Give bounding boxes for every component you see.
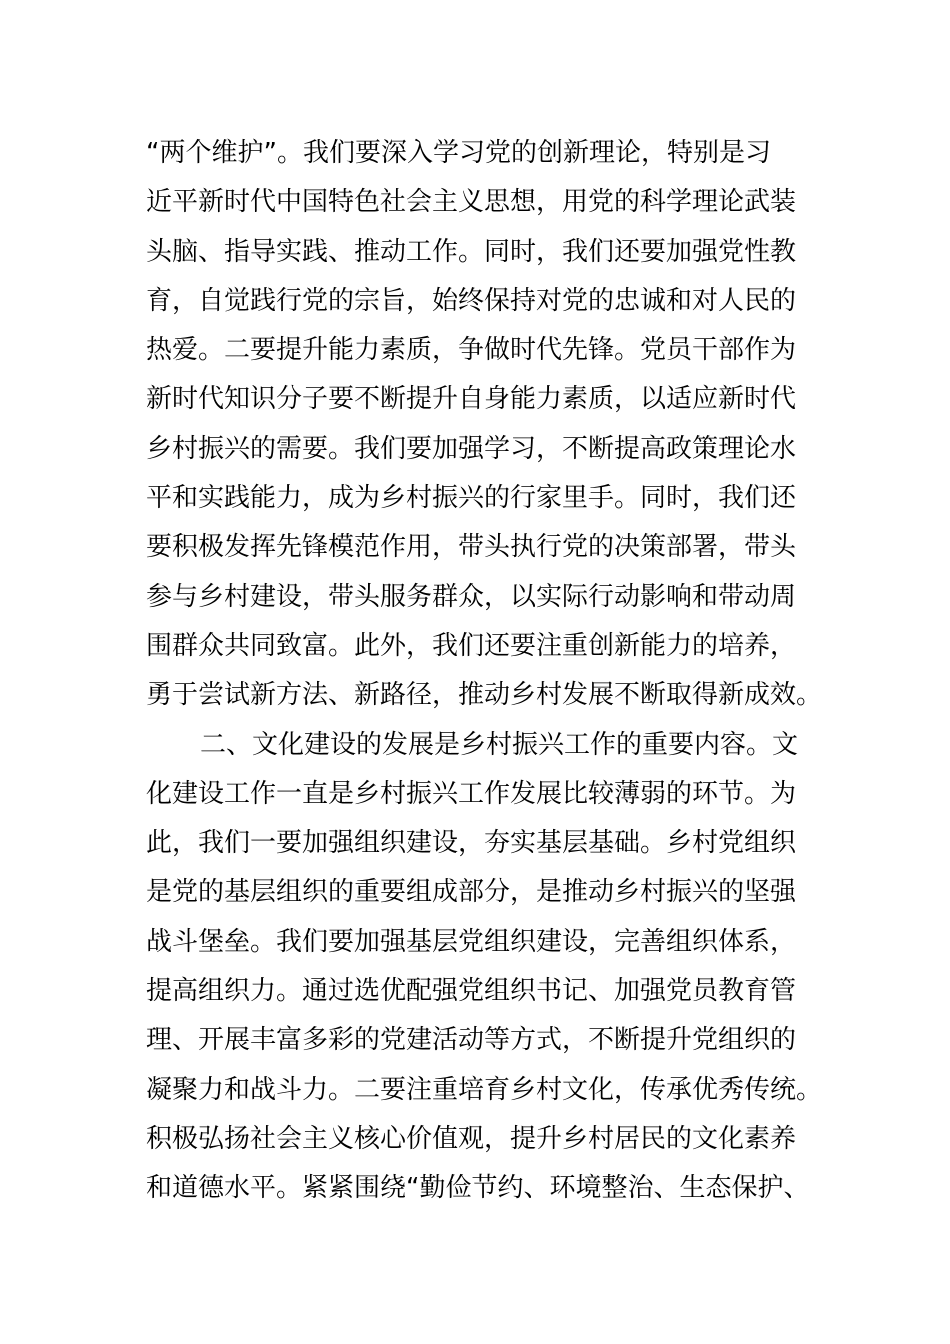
text-line: 围群众共同致富。此外，我们还要注重创新能力的培养， (146, 630, 797, 661)
text-line: 平和实践能力，成为乡村振兴的行家里手。同时，我们还 (146, 483, 797, 514)
body-text (146, 129, 823, 1214)
text-line: 近平新时代中国特色社会主义思想，用党的科学理论武装 (146, 187, 797, 218)
text-line: 头脑、指导实践、推动工作。同时，我们还要加强党性教 (146, 236, 797, 267)
paragraph-start-line: 二、文化建设的发展是乡村振兴工作的重要内容。文 (200, 729, 799, 760)
text-line: 凝聚力和战斗力。二要注重培育乡村文化，传承优秀传统。 (146, 1074, 823, 1105)
text-line: 此，我们一要加强组织建设，夯实基层基础。乡村党组织 (146, 828, 797, 859)
text-line: 化建设工作一直是乡村振兴工作发展比较薄弱的环节。为 (146, 778, 797, 809)
text-line: 要积极发挥先锋模范作用，带头执行党的决策部署，带头 (146, 532, 797, 563)
text-line: 和道德水平。紧紧围绕“勤俭节约、环境整治、生态保护、 (146, 1173, 810, 1204)
text-line: 育，自觉践行党的宗旨，始终保持对党的忠诚和对人民的 (146, 285, 797, 316)
text-line: 积极弘扬社会主义核心价值观，提升乡村居民的文化素养 (146, 1123, 797, 1154)
text-line: “两个维护”。我们要深入学习党的创新理论，特别是习 (146, 138, 771, 168)
text-line: 新时代知识分子要不断提升自身能力素质，以适应新时代 (146, 384, 797, 415)
text-line: 乡村振兴的需要。我们要加强学习，不断提高政策理论水 (146, 433, 797, 464)
text-line: 理、开展丰富多彩的党建活动等方式，不断提升党组织的 (146, 1025, 797, 1056)
text-line: 热爱。二要提升能力素质，争做时代先锋。党员干部作为 (146, 335, 797, 366)
text-line: 是党的基层组织的重要组成部分，是推动乡村振兴的坚强 (146, 877, 797, 908)
text-line: 参与乡村建设，带头服务群众，以实际行动影响和带动周 (146, 581, 797, 612)
text-line: 勇于尝试新方法、新路径，推动乡村发展不断取得新成效。 (146, 680, 823, 711)
text-line: 战斗堡垒。我们要加强基层党组织建设，完善组织体系， (146, 926, 797, 957)
text-line: 提高组织力。通过选优配强党组织书记、加强党员教育管 (146, 976, 797, 1007)
